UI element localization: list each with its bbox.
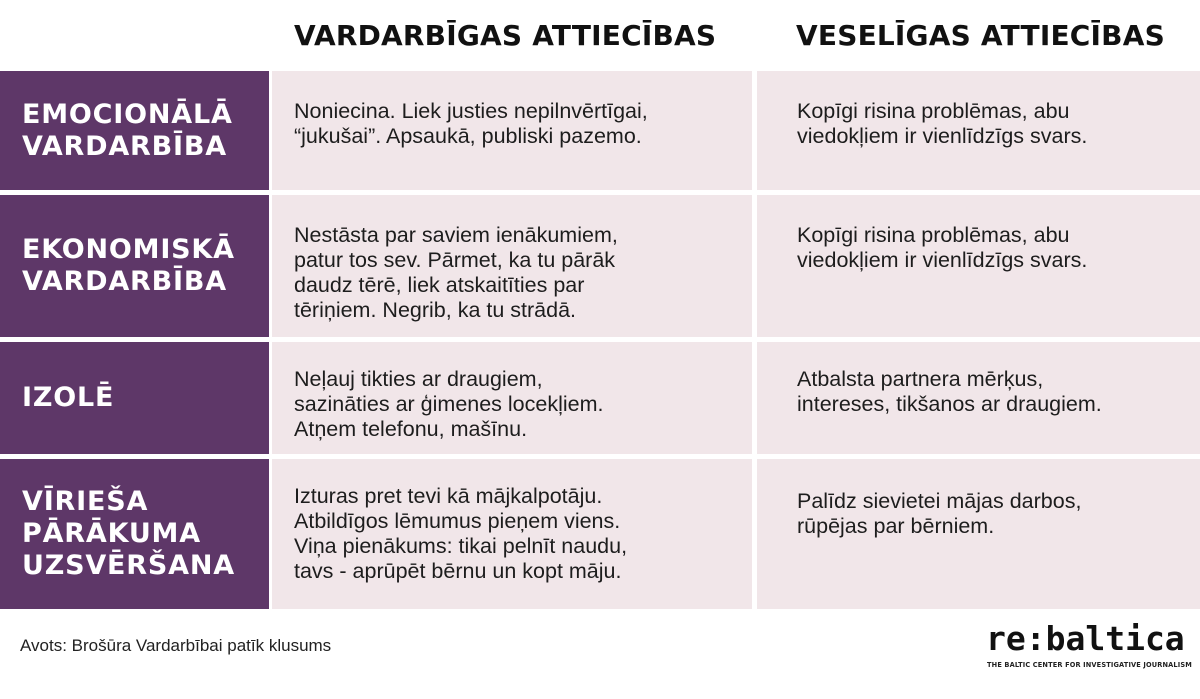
abusive-text: Izturas pret tevi kā mājkalpotāju. Atbildīgos lēmumus pieņem viens. Viņa pienākums: tikai pelnīt naudu, tavs - aprūpēt bērnu un kopt māju.: [294, 484, 628, 583]
table-row-economic: [0, 195, 1200, 337]
category-label: IZOLĒ: [22, 382, 115, 413]
category-cell: [0, 71, 269, 190]
healthy-text: Kopīgi risina problēmas, abu viedokļiem ir vienlīdzīgs svars.: [797, 223, 1088, 272]
table-row-male-dominance: [0, 459, 1200, 609]
healthy-cell: [757, 342, 1200, 454]
category-cell: [0, 195, 269, 337]
source-caption: Avots: Brošūra Vardarbībai patīk klusums: [20, 636, 332, 655]
table-row-isolation: [0, 342, 1200, 454]
logo-tagline: THE BALTIC CENTER FOR INVESTIGATIVE JOURNALISM: [987, 661, 1192, 669]
healthy-cell: [757, 459, 1200, 609]
abusive-cell: [272, 71, 752, 190]
abusive-text: Nestāsta par saviem ienākumiem, patur tos sev. Pārmet, ka tu pārāk daudz tērē, liek atskaitīties par tēriņiem. Negrib, ka tu strādā.: [294, 223, 618, 322]
table-row-emotional: [0, 71, 1200, 190]
healthy-text: Palīdz sievietei mājas darbos, rūpējas par bērniem.: [797, 489, 1082, 538]
column-header-healthy: VESELĪGAS ATTIECĪBAS: [796, 19, 1165, 52]
category-cell: [0, 342, 269, 454]
abusive-text: Neļauj tikties ar draugiem, sazināties ar ģimenes locekļiem. Atņem telefonu, mašīnu.: [294, 367, 604, 441]
healthy-cell: [757, 195, 1200, 337]
logo-wordmark: re:baltica: [986, 619, 1185, 658]
category-cell: [0, 459, 269, 609]
rebaltica-logo: [986, 619, 1192, 674]
healthy-text: Kopīgi risina problēmas, abu viedokļiem ir vienlīdzīgs svars.: [797, 99, 1088, 148]
category-label: VĪRIEŠA PĀRĀKUMA UZSVĒRŠANA: [22, 486, 235, 581]
healthy-cell: [757, 71, 1200, 190]
abusive-cell: [272, 195, 752, 337]
category-label: EKONOMISKĀ VARDARBĪBA: [22, 234, 235, 297]
category-label: EMOCIONĀLĀ VARDARBĪBA: [22, 98, 233, 162]
healthy-text: Atbalsta partnera mērķus, intereses, tikšanos ar draugiem.: [797, 367, 1102, 416]
abusive-cell: [272, 342, 752, 454]
abusive-text: Noniecina. Liek justies nepilnvērtīgai, “jukušai”. Apsaukā, publiski pazemo.: [294, 99, 648, 148]
column-header-abusive: VARDARBĪGAS ATTIECĪBAS: [294, 19, 717, 52]
abusive-cell: [272, 459, 752, 609]
